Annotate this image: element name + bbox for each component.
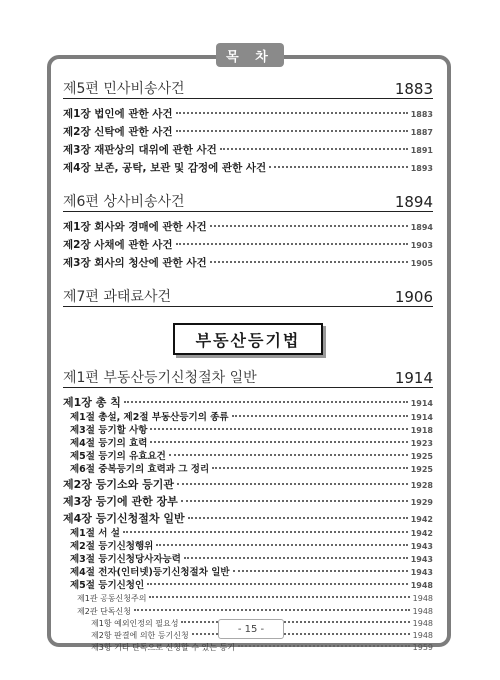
part-heading (63, 365, 433, 388)
toc-entry[interactable] (63, 476, 433, 493)
leader-dots (176, 243, 408, 245)
toc-entry[interactable] (63, 605, 433, 618)
toc-entry[interactable] (63, 254, 433, 272)
toc-entry-label: 제1절 총설, 제2절 부동산등기의 종류 (70, 412, 229, 423)
toc-entry-page: 1914 (410, 399, 433, 408)
leader-dots (184, 557, 408, 559)
part-page: 1906 (394, 288, 433, 306)
toc-entry-page: 1923 (410, 439, 433, 448)
toc-entry-page: 1929 (410, 498, 433, 507)
law-title: 부동산등기법 (173, 323, 323, 355)
toc-entry-page: 1948 (410, 581, 433, 590)
toc-entry-page: 1948 (412, 594, 433, 603)
leader-dots (149, 596, 409, 598)
toc-entry[interactable] (63, 566, 433, 579)
toc-entry-page: 1918 (410, 426, 433, 435)
toc-entry-label: 제4절 전자(인터넷)등기신청절차 일반 (70, 567, 230, 578)
toc-entry-label: 제4장 보존, 공탁, 보관 및 감정에 관한 사건 (63, 162, 267, 174)
toc-entry-page: 1905 (410, 259, 433, 268)
toc-entry-page: 1943 (410, 542, 433, 551)
part-page: 1883 (394, 80, 433, 98)
toc-entry[interactable] (63, 450, 433, 463)
toc-content (63, 70, 433, 654)
toc-entry[interactable] (63, 159, 433, 177)
leader-dots (177, 483, 408, 485)
leader-dots (181, 621, 409, 623)
toc-entry-label: 제3장 회사의 청산에 관한 사건 (63, 257, 207, 269)
leader-dots (188, 517, 408, 519)
toc-entry[interactable] (63, 463, 433, 476)
toc-entry[interactable] (63, 592, 433, 605)
toc-entry-page: 1948 (412, 607, 433, 616)
toc-entry-label: 제2장 사채에 관한 사건 (63, 239, 173, 251)
toc-entry-page: 1894 (410, 223, 433, 232)
part-page: 1894 (394, 193, 433, 211)
toc-entry-page: 1914 (410, 413, 433, 422)
toc-entry-page: 1891 (410, 146, 433, 155)
leader-dots (134, 609, 410, 611)
leader-dots (169, 454, 408, 456)
toc-entry-label: 제1장 법인에 관한 사건 (63, 108, 173, 120)
leader-dots (150, 428, 407, 430)
toc-entry-label: 제1항 예외인정의 필요성 (91, 619, 179, 628)
leader-dots (238, 645, 410, 647)
toc-entry[interactable] (63, 105, 433, 123)
toc-entry-label: 제3절 등기할 사항 (70, 425, 148, 436)
part-heading (63, 284, 433, 307)
toc-entry[interactable] (63, 527, 433, 540)
toc-entry-label: 제4장 등기신청절차 일반 (63, 512, 185, 525)
toc-entry-label: 제5절 등기의 유효요건 (70, 451, 166, 462)
leader-dots (123, 531, 408, 533)
toc-entry-page: 1925 (410, 465, 433, 474)
toc-entry-label: 제4절 등기의 효력 (70, 438, 148, 449)
toc-entry-page: 1943 (410, 555, 433, 564)
part-title: 제1편 부동산등기신청절차 일반 (63, 370, 257, 386)
toc-entry[interactable] (63, 123, 433, 141)
toc-entry-page: 1948 (412, 631, 433, 640)
toc-entry[interactable] (63, 642, 433, 654)
leader-dots (220, 148, 408, 150)
toc-entry[interactable] (63, 394, 433, 411)
toc-entry-label: 제3항 기타 단독으로 신청할 수 있는 등기 (91, 643, 235, 652)
toc-entry-label: 제1절 서 설 (70, 528, 120, 539)
leader-dots (210, 225, 408, 227)
toc-entry[interactable] (63, 540, 433, 553)
toc-entry[interactable] (63, 236, 433, 254)
toc-entry[interactable] (63, 437, 433, 450)
toc-entry-page: 1948 (412, 619, 433, 628)
leader-dots (233, 570, 408, 572)
toc-entry-label: 제1장 총 칙 (63, 396, 121, 409)
toc-label: 목 차 (216, 43, 284, 67)
toc-entry[interactable] (63, 424, 433, 437)
part-heading (63, 189, 433, 212)
leader-dots (232, 415, 408, 417)
part-title: 제5편 민사비송사건 (63, 81, 185, 97)
part-title: 제7편 과태료사건 (63, 289, 172, 305)
toc-entry-label: 제6절 중복등기의 효력과 그 정리 (70, 464, 210, 475)
leader-dots (176, 130, 408, 132)
leader-dots (181, 500, 408, 502)
toc-entry-page: 1883 (410, 110, 433, 119)
leader-dots (210, 261, 408, 263)
part-heading (63, 76, 433, 99)
toc-entry-page: 1959 (412, 643, 433, 652)
toc-entry-page: 1928 (410, 481, 433, 490)
toc-entry-label: 제2관 단독신청 (77, 607, 132, 616)
part-page: 1914 (394, 369, 433, 387)
leader-dots (269, 166, 408, 168)
part-title: 제6편 상사비송사건 (63, 194, 185, 210)
leader-dots (156, 544, 407, 546)
toc-entry-label: 제1관 공동신청주의 (77, 594, 147, 603)
toc-entry-label: 제2장 신탁에 관한 사건 (63, 126, 173, 138)
toc-entry-page: 1942 (410, 529, 433, 538)
toc-entry-page: 1903 (410, 241, 433, 250)
toc-entry-label: 제2항 판결에 의한 등기신청 (91, 631, 189, 640)
toc-entry[interactable] (63, 579, 433, 592)
leader-dots (147, 583, 408, 585)
toc-entry[interactable] (63, 553, 433, 566)
leader-dots (212, 467, 408, 469)
toc-entry[interactable] (63, 493, 433, 510)
toc-entry-label: 제1장 회사와 경매에 관한 사건 (63, 221, 207, 233)
toc-entry-label: 제2장 등기소와 등기관 (63, 478, 174, 491)
toc-entry-label: 제2절 등기신청행위 (70, 541, 154, 552)
toc-entry[interactable] (63, 411, 433, 424)
page-number: - 15 - (218, 619, 284, 639)
toc-entry-page: 1943 (410, 568, 433, 577)
toc-entry-label: 제3장 재판상의 대위에 관한 사건 (63, 144, 217, 156)
leader-dots (150, 441, 407, 443)
toc-entry-label: 제3장 등기에 관한 장부 (63, 495, 178, 508)
toc-entry-page: 1942 (410, 515, 433, 524)
leader-dots (176, 112, 408, 114)
toc-entry-page: 1887 (410, 128, 433, 137)
leader-dots (124, 401, 408, 403)
toc-entry-page: 1925 (410, 452, 433, 461)
toc-entry[interactable] (63, 141, 433, 159)
toc-entry[interactable] (63, 510, 433, 527)
toc-entry-label: 제5절 등기신청인 (70, 580, 145, 591)
toc-entry-label: 제3절 등기신청당사자능력 (70, 554, 181, 565)
toc-entry[interactable] (63, 218, 433, 236)
toc-entry-page: 1893 (410, 164, 433, 173)
